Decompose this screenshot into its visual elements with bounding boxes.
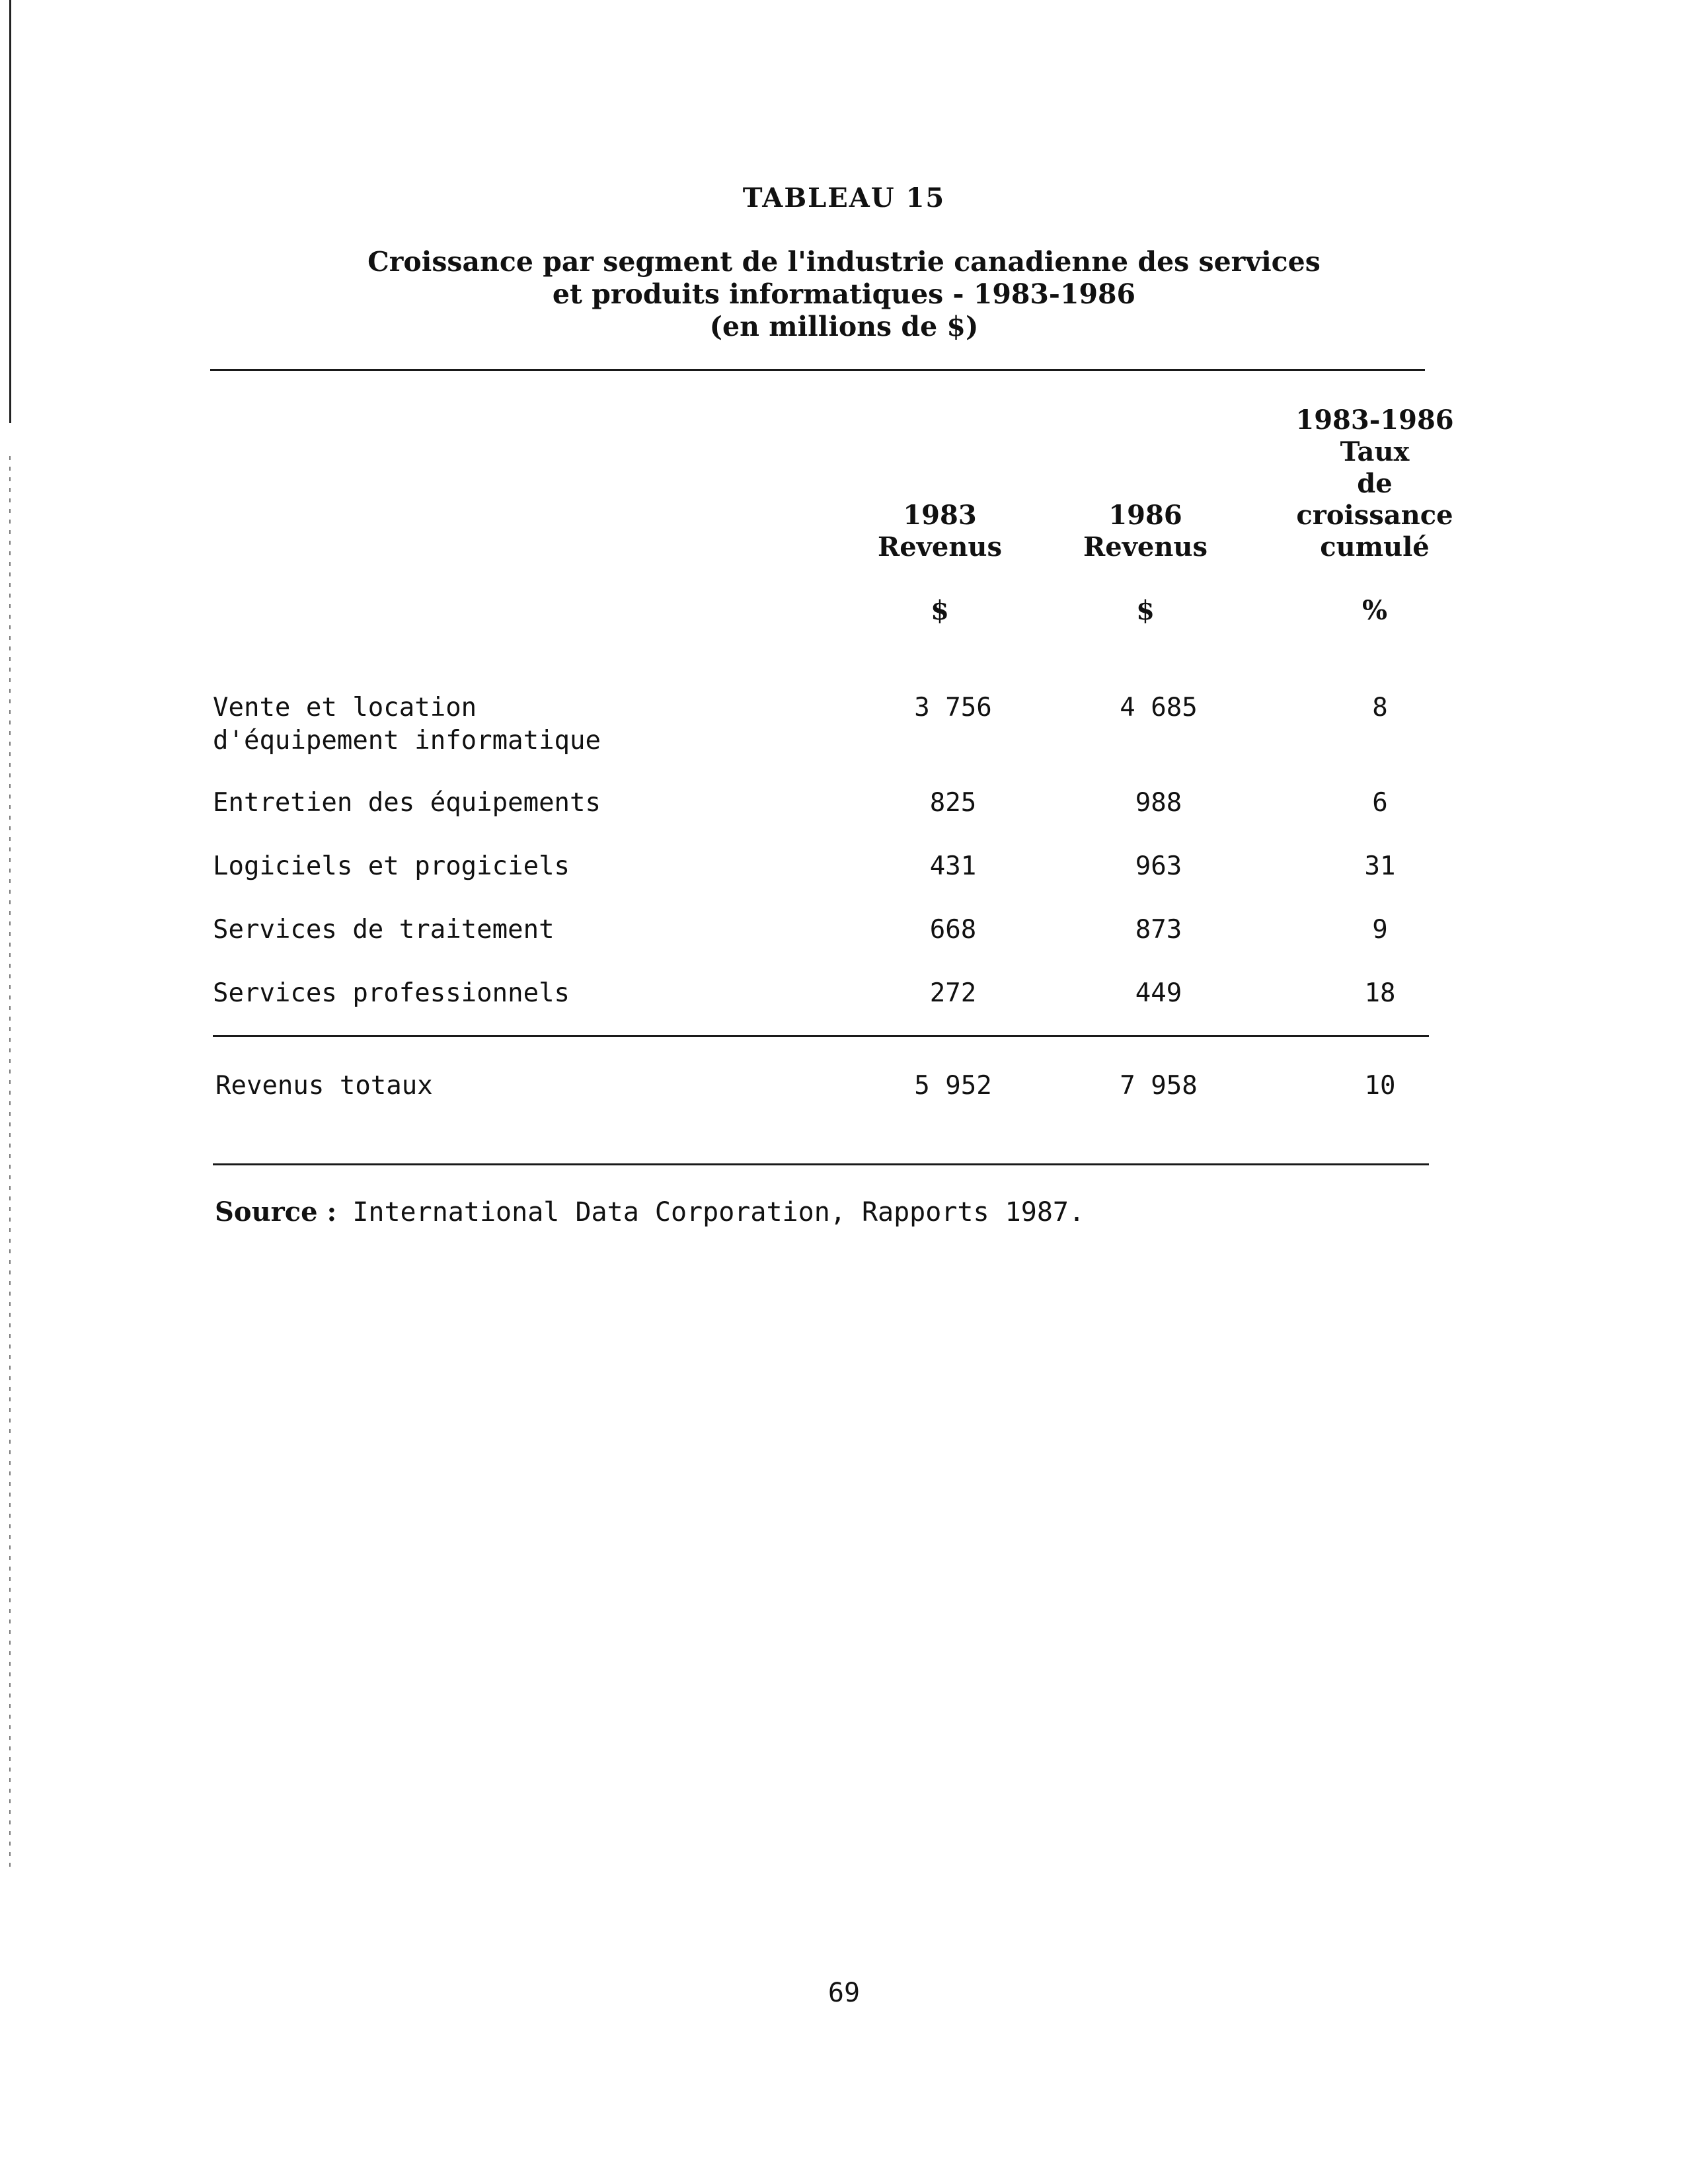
value-1986: 449: [1135, 978, 1182, 1008]
table-number: TABLEAU 15: [742, 182, 946, 214]
value-1983: 3 756: [914, 693, 992, 722]
top-rule: [210, 369, 1425, 371]
unit-percent: %: [1362, 595, 1387, 626]
value-1986: 988: [1135, 788, 1182, 818]
page-number: 69: [827, 1978, 861, 2008]
value-1986: 4 685: [1120, 693, 1198, 722]
source-text: International Data Corporation, Rapports 1987.: [352, 1197, 1085, 1228]
value-1986: 873: [1135, 915, 1182, 945]
row-label: Entretien des équipements: [213, 788, 601, 818]
value-growth: 9: [1372, 915, 1388, 945]
value-1983: 825: [929, 788, 977, 818]
total-growth: 10: [1364, 1071, 1396, 1101]
unit-dollar-1983: $: [931, 595, 949, 626]
row-label: Services de traitement: [213, 915, 555, 945]
row-label: Services professionnels: [213, 978, 570, 1008]
header-1983-revenus: 1983 Revenus: [877, 500, 1003, 563]
value-1983: 668: [929, 915, 977, 945]
source-label: Source :: [215, 1196, 337, 1228]
value-growth: 18: [1364, 978, 1396, 1008]
value-1986: 963: [1135, 851, 1182, 881]
unit-dollar-1986: $: [1136, 595, 1155, 626]
bottom-rule: [213, 1163, 1429, 1165]
total-rule: [213, 1035, 1429, 1037]
title-line-1: Croissance par segment de l'industrie canadienne des services: [367, 246, 1321, 278]
total-label: Revenus totaux: [215, 1071, 433, 1101]
value-1983: 431: [929, 851, 977, 881]
value-growth: 8: [1372, 693, 1388, 722]
row-label: Logiciels et progiciels: [213, 851, 570, 881]
total-1983: 5 952: [914, 1071, 992, 1101]
total-1986: 7 958: [1120, 1071, 1198, 1101]
row-label: Vente et location d'équipement informatique: [213, 693, 601, 756]
header-1986-revenus: 1986 Revenus: [1083, 500, 1208, 563]
source-note: [215, 1196, 1085, 1228]
value-growth: 6: [1372, 788, 1388, 818]
header-growth-rate: 1983-1986 Taux de croissance cumulé: [1295, 405, 1454, 563]
title-line-2: et produits informatiques - 1983-1986: [552, 278, 1136, 310]
title-line-3: (en millions de $): [709, 311, 979, 342]
scan-margin-dots: [9, 456, 11, 1871]
table-title: [0, 246, 1688, 343]
value-growth: 31: [1364, 851, 1396, 881]
value-1983: 272: [929, 978, 977, 1008]
